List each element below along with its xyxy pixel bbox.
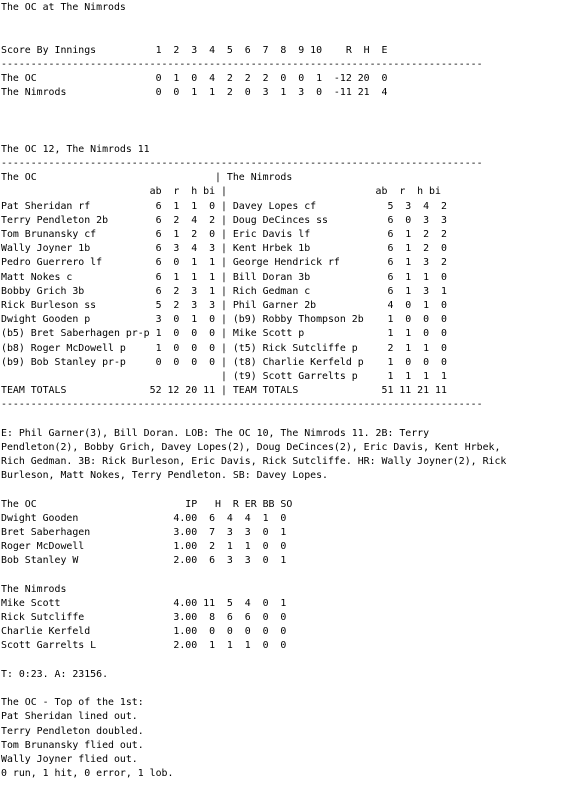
blank-line (1, 654, 581, 668)
batting-column-header: ab r h bi | ab r h bi (1, 186, 441, 198)
batting-rule: --------------------------------------------------------------------------------- (1, 158, 483, 170)
batting-team-totals: TEAM TOTALS 52 12 20 11 | TEAM TOTALS 51 11 21 11 (1, 385, 447, 397)
blank-line (1, 483, 581, 497)
blank-line (1, 100, 581, 114)
linescore-rule: --------------------------------------------------------------------------------- (1, 58, 483, 70)
pitching-header-away: The OC IP H R ER BB SO (1, 498, 293, 510)
game-notes-line: Burleson, Matt Nokes, Terry Pendleton. SB: Davey Lopes. (1, 470, 328, 482)
pitching-row: Scott Garrelts L 2.00 1 1 1 0 0 (1, 640, 287, 652)
blank-line (1, 15, 581, 29)
game-info-line: T: 0:23. A: 23156. (1, 668, 109, 680)
blank-line (1, 682, 581, 696)
game-notes-line: E: Phil Garner(3), Bill Doran. LOB: The OC 10, The Nimrods 11. 2B: Terry (1, 427, 430, 439)
play-by-play-line: Tom Brunansky flied out. (1, 739, 144, 751)
batting-row: Pedro Guerrero lf 6 0 1 1 | George Hendrick rf 6 1 3 2 (1, 257, 447, 269)
pitching-header-home: The Nimrods (1, 583, 67, 595)
play-by-play-header: The OC - Top of the 1st: (1, 697, 144, 709)
batting-row: Pat Sheridan rf 6 1 1 0 | Davey Lopes cf 5 3 4 2 (1, 200, 447, 212)
pitching-row: Bret Saberhagen 3.00 7 3 3 0 1 (1, 526, 287, 538)
play-by-play-line: Wally Joyner flied out. (1, 753, 138, 765)
blank-line (1, 412, 581, 426)
pitching-row: Charlie Kerfeld 1.00 0 0 0 0 0 (1, 626, 287, 638)
pitching-row: Roger McDowell 1.00 2 1 1 0 0 (1, 541, 287, 553)
blank-line (1, 115, 581, 129)
game-notes-line: Pendleton(2), Bobby Grich, Davey Lopes(2), Doug DeCinces(2), Eric Davis, Kent Hrbek, (1, 441, 501, 453)
batting-row: Dwight Gooden p 3 0 1 0 | (b9) Robby Thompson 2b 1 0 0 0 (1, 314, 447, 326)
batting-row: Tom Brunansky cf 6 1 2 0 | Eric Davis lf 6 1 2 2 (1, 229, 447, 240)
pitching-row: Bob Stanley W 2.00 6 3 3 0 1 (1, 555, 287, 567)
linescore-row-away: The OC 0 1 0 4 2 2 2 0 0 1 -12 20 0 (1, 72, 388, 84)
batting-rule: --------------------------------------------------------------------------------- (1, 399, 483, 411)
play-by-play-summary: 0 run, 1 hit, 0 error, 1 lob. (1, 768, 174, 780)
blank-line (1, 129, 581, 143)
pitching-row: Rick Sutcliffe 3.00 8 6 6 0 0 (1, 612, 287, 624)
linescore-row-home: The Nimrods 0 0 1 1 2 0 3 1 3 0 -11 21 4 (1, 87, 388, 99)
game-notes-line: Rich Gedman. 3B: Rick Burleson, Eric Davis, Rick Sutcliffe. HR: Wally Joyner(2), Rick (1, 456, 507, 467)
batting-row: | (t9) Scott Garrelts p 1 1 1 1 (1, 370, 447, 382)
batting-team-header: The OC | The Nimrods (1, 172, 293, 184)
batting-row: (b8) Roger McDowell p 1 0 0 0 | (t5) Rick Sutcliffe p 2 1 1 0 (1, 342, 447, 354)
blank-line (1, 29, 581, 43)
batting-row: Matt Nokes c 6 1 1 1 | Bill Doran 3b 6 1 1 0 (1, 271, 447, 283)
batting-row: (b9) Bob Stanley pr-p 0 0 0 0 | (t8) Charlie Kerfeld p 1 0 0 0 (1, 356, 447, 368)
batting-row: Bobby Grich 3b 6 2 3 1 | Rich Gedman c 6 1 3 1 (1, 285, 447, 297)
game-title: The OC at The Nimrods (1, 2, 126, 13)
linescore-header: Score By Innings 1 2 3 4 5 6 7 8 9 10 R H E (1, 44, 388, 56)
batting-row: (b5) Bret Saberhagen pr-p 1 0 0 0 | Mike Scott p 1 1 0 0 (1, 328, 447, 340)
pitching-row: Dwight Gooden 4.00 6 4 4 1 0 (1, 512, 287, 524)
batting-row: Wally Joyner 1b 6 3 4 3 | Kent Hrbek 1b 6 1 2 0 (1, 243, 447, 255)
pitching-row: Mike Scott 4.00 11 5 4 0 1 (1, 597, 287, 609)
blank-line (1, 569, 581, 583)
batting-row: Rick Burleson ss 5 2 3 3 | Phil Garner 2b 4 0 1 0 (1, 299, 447, 311)
batting-row: Terry Pendleton 2b 6 2 4 2 | Doug DeCinces ss 6 0 3 3 (1, 214, 447, 226)
play-by-play-line: Pat Sheridan lined out. (1, 711, 138, 723)
final-score-line: The OC 12, The Nimrods 11 (1, 143, 150, 155)
play-by-play-line: Terry Pendleton doubled. (1, 725, 144, 737)
